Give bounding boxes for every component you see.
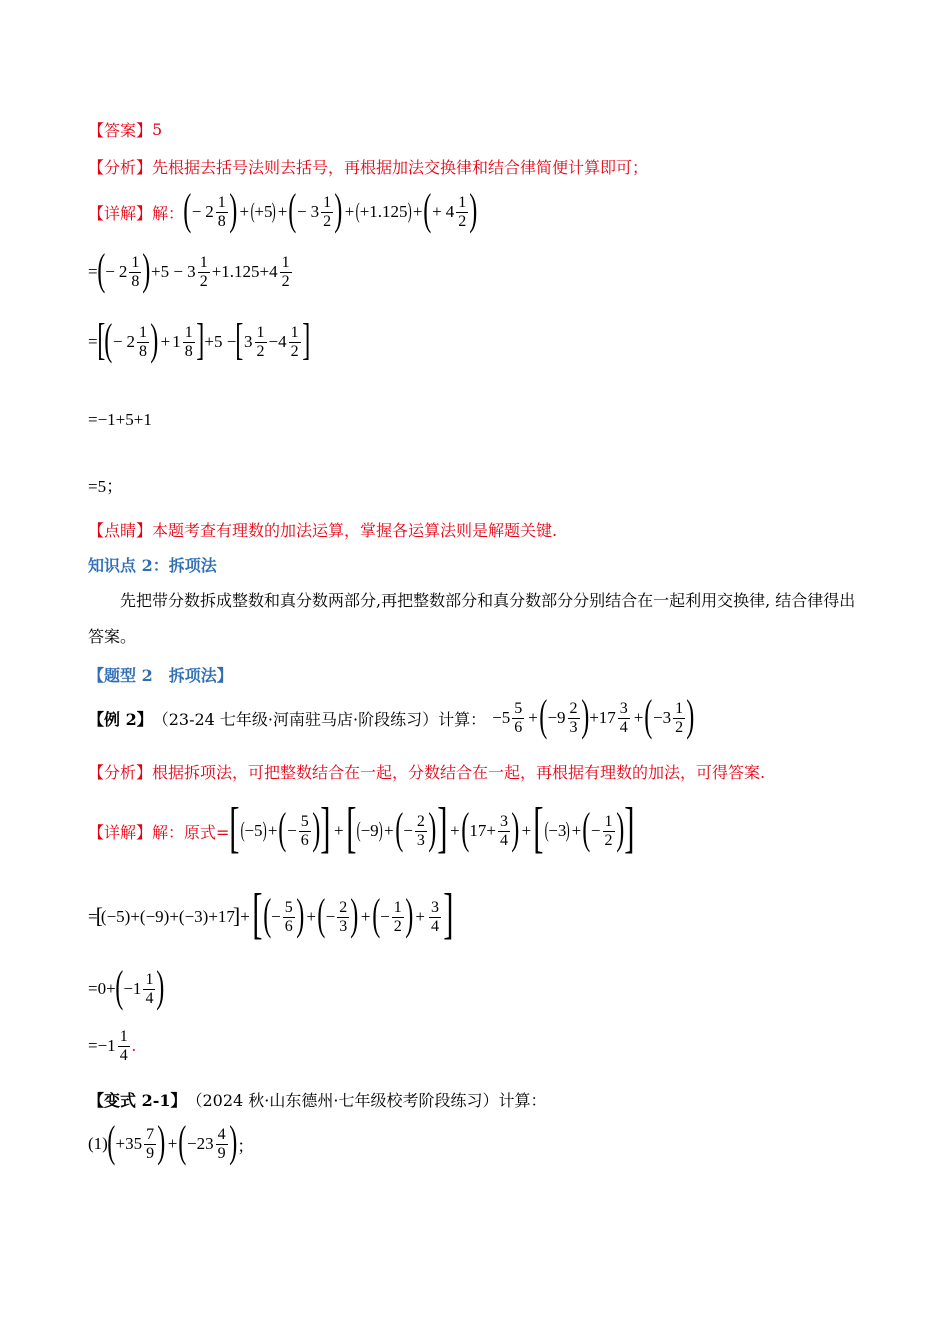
problem-type-heading: 【题型 2 拆项法】 — [88, 666, 233, 685]
answer-value: 5 — [152, 120, 163, 139]
answer-label: 【答案】 — [88, 121, 153, 140]
fraction: $\frac{1}{8}$ — [217, 193, 226, 230]
analysis-line-1 — [88, 155, 648, 178]
detail-intro: 解： — [152, 203, 185, 223]
example-label: 【例 2】 — [88, 709, 153, 729]
variant-question-1: (1) ( +35 $\frac{7}{9}$ ) + ( −23 $\frac{4}{9}$ ) ； — [88, 1117, 255, 1166]
detail-line-1 — [88, 185, 478, 236]
method-paragraph: 先把带分数拆成整数和真分数两部分,再把整数部分和真分数部分分别结合在一起利用交换律, 结合律得出答案。 — [88, 591, 856, 646]
answer-line — [88, 118, 162, 141]
detail-2-step-3: =0+ ( −1 $\frac{1}{4}$ ) — [88, 962, 165, 1011]
tip-text: 本题考查有理数的加法运算，掌握各运算法则是解题关键. — [152, 521, 558, 540]
variant-line: 【变式 2-1】 （2024 秋·山东德州·七年级校考阶段练习）计算： — [88, 1091, 547, 1110]
tip-label: 【点睛】 — [88, 521, 153, 540]
detail-step-5: =5； — [88, 477, 124, 496]
math-expression: ( − 2 $\frac{1}{8}$ ) + ( +5 ) + ( − 3 $\frac{1}{2}$ ) + ( +1.125 ) + ( + 4 $\frac{1}{2}$ ) — [183, 185, 478, 234]
detail-step-2: = ( − 2 $\frac{1}{8}$ ) +5 − 3 $\frac{1}{2}$ +1.125+4 $\frac{1}{2}$ — [88, 245, 290, 294]
example-source: （23-24 七年级·河南驻马店·阶段练习）计算： — [152, 709, 487, 729]
analysis-line-2: 【分析】 根据拆项法，可把整数结合在一起，分数结合在一起，再根据有理数的加法，可得答案. — [88, 763, 766, 782]
analysis-text: 先根据去括号法则去括号，再根据加法交换律和结合律简便计算即可； — [152, 158, 649, 177]
detail-line-2: 【详解】 解：原式= [ ( −5 ) + ( − $\frac{5}{6}$ ) ] + [ ( −9 ) + ( − $\frac{2}{3}$ ) ] + ( 17+ $\frac{3}{4}$ ) + [ ( −3 ) + ( − $\frac{1}{2}$ ) ] — [88, 797, 635, 859]
tip-line — [88, 518, 557, 541]
detail-step-3: = [ ( − 2 $\frac{1}{8}$ ) + 1 $\frac{1}{8}$ ] +5 − [ 3 $\frac{1}{2}$ −4 $\frac{1}{2}$ ] — [88, 315, 310, 364]
analysis-label: 【分析】 — [88, 158, 153, 177]
detail-step-4: =−1+5+1 — [88, 410, 152, 429]
knowledge-point-heading: 知识点 2：拆项法 — [88, 556, 217, 575]
detail-2-step-2: = [ (−5)+(−9)+(−3)+17 ] + [ ( − $\frac{5}{6}$ ) + ( − $\frac{2}{3}$ ) + ( − $\frac{1}{2}$ ) + $\frac{3}{4}$ ] — [88, 883, 454, 945]
detail-2-step-4: =−1 $\frac{1}{4}$ . — [88, 1028, 136, 1064]
example-2-line: 【例 2】 （23-24 七年级·河南驻马店·阶段练习）计算： −5 $\frac{5}{6}$ + ( −9 $\frac{2}{3}$ ) +17 $\frac{3}{4}$ + ( −3 $\frac{1}{2}$ ) — [88, 691, 695, 740]
detail-label: 【详解】 — [88, 203, 153, 223]
